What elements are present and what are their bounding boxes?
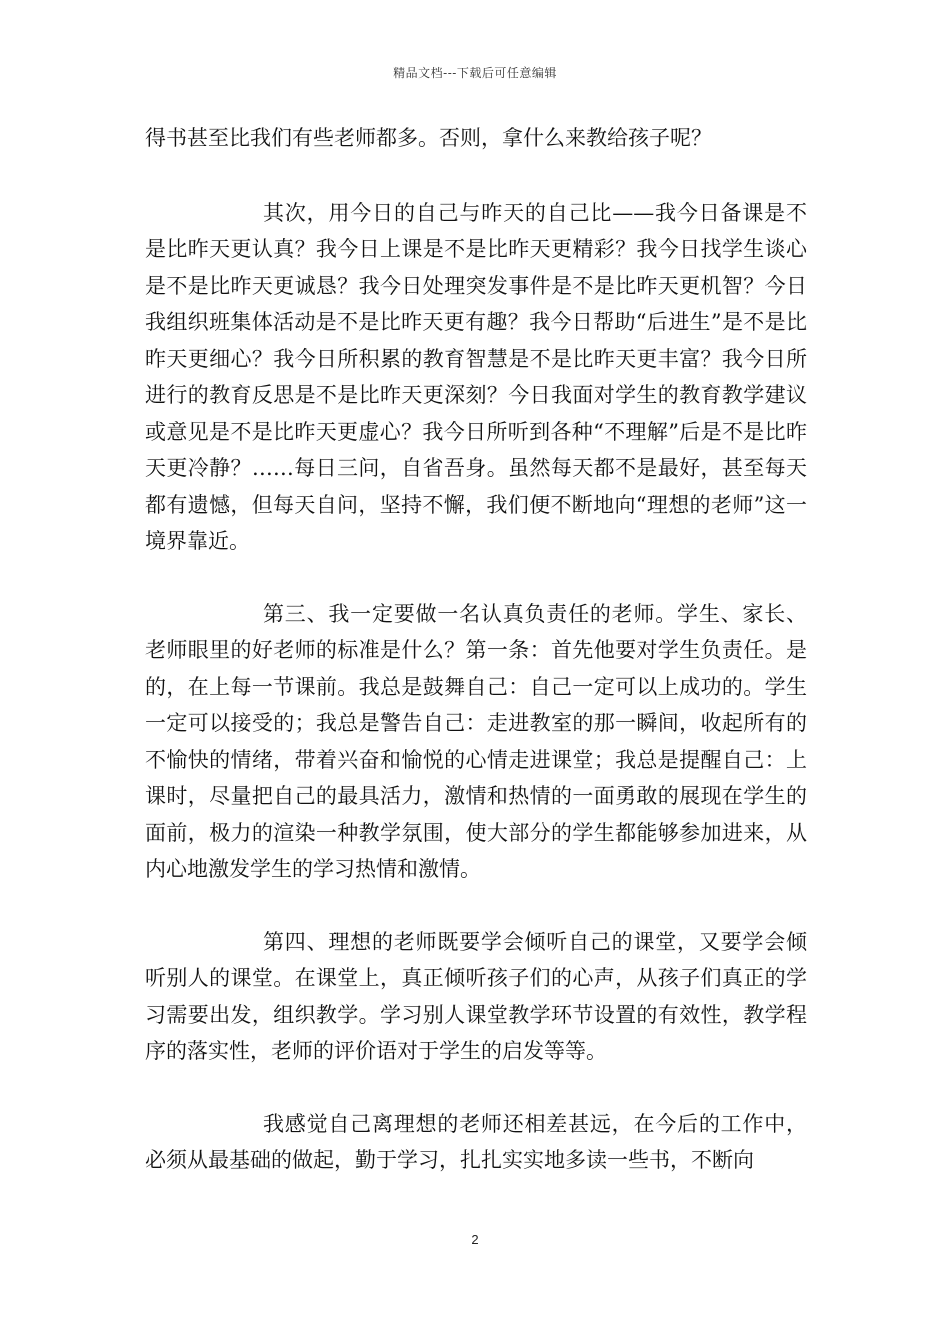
paragraph-second-comparison: 其次，用今日的自己与昨天的自己比——我今日备课是不是比昨天更认真？我今日上课是不是比昨天更精彩？我今日找学生谈心是不是比昨天更诚恳？我今日处理突发事件是不是比昨天更机智？今日我组织班集体活动是不是比昨天更有趣？我今日帮助“后进生”是不是比昨天更细心？我今日所积累的教育智慧是不是比昨天更丰富？我今日所进行的教育反思是不是比昨天更深刻？今日我面对学生的教育教学建议或意见是不是比昨天更虚心？我今日所听到各种“不理解”后是不是比昨天更冷静？……每日三问，自省吾身。虽然每天都不是最好，甚至每天都有遗憾，但每天自问，坚持不懈，我们便不断地向“理想的老师”这一境界靠近。 xyxy=(145,200,807,553)
paragraph-continuation: 得书甚至比我们有些老师都多。否则，拿什么来教给孩子呢？ xyxy=(145,126,712,150)
page-number: 2 xyxy=(471,1232,479,1247)
paragraph-fourth-listening: 第四、理想的老师既要学会倾听自己的课堂，又要学会倾听别人的课堂。在课堂上，真正倾听孩子们的心声，从孩子们真正的学习需要出发，组织教学。学习别人课堂教学环节设置的有效性，教学程序的落实性，老师的评价语对于学生的启发等等。 xyxy=(145,929,807,1063)
page-header: 精品文档---下载后可任意编辑 xyxy=(393,66,557,80)
document-body xyxy=(145,120,807,1215)
paragraph-conclusion: 我感觉自己离理想的老师还相差甚远，在今后的工作中，必须从最基础的做起，勤于学习，扎扎实实地多读一些书，不断向 xyxy=(145,1111,807,1172)
paragraph-third-responsibility: 第三、我一定要做一名认真负责任的老师。学生、家长、老师眼里的好老师的标准是什么？第一条：首先他要对学生负责任。是的，在上每一节课前。我总是鼓舞自己：自己一定可以上成功的。学生一定可以接受的；我总是警告自己：走进教室的那一瞬间，收起所有的不愉快的情绪，带着兴奋和愉悦的心情走进课堂；我总是提醒自己：上课时，尽量把自己的最具活力，激情和热情的一面勇敢的展现在学生的面前，极力的渲染一种教学氛围，使大部分的学生都能够参加进来，从内心地激发学生的学习热情和激情。 xyxy=(145,601,807,881)
